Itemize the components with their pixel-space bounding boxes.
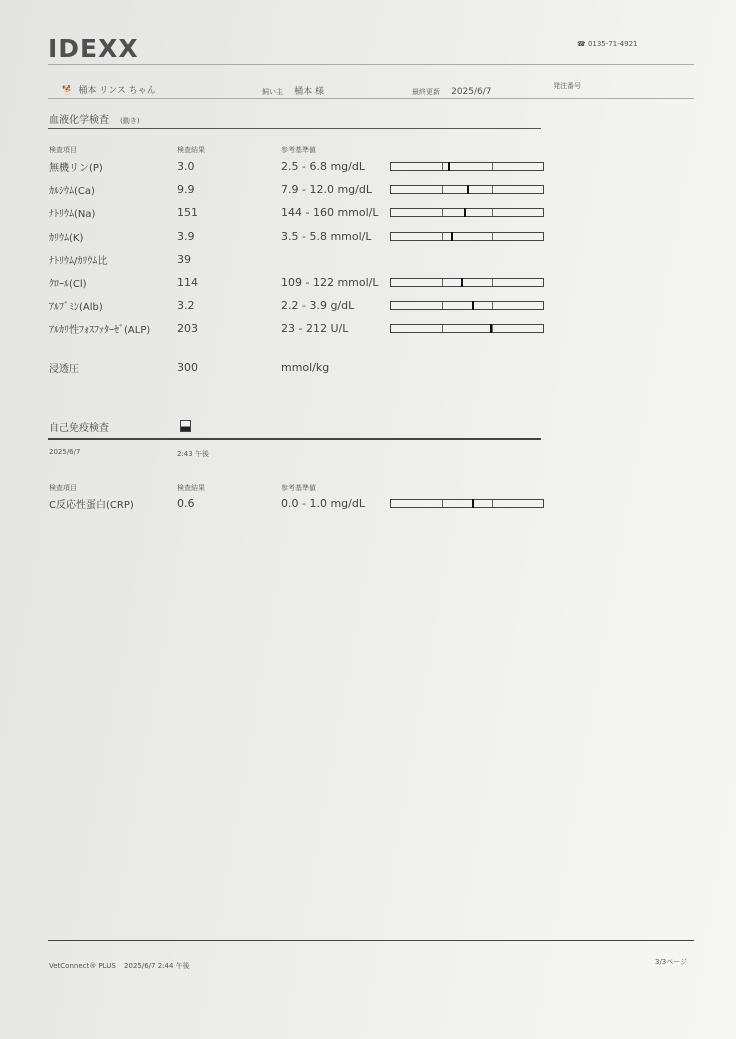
footer-product-name: VetConnect® PLUS [49, 962, 116, 970]
result-item-name: ｶﾘｳﾑ(K) [49, 233, 84, 244]
footer-divider [48, 940, 694, 941]
result-item-name: ｸﾛｰﾙ(Cl) [49, 279, 87, 290]
result-item-name: ｱﾙﾌﾞﾐﾝ(Alb) [49, 302, 103, 313]
reference-range: 23 - 212 U/L [281, 322, 349, 335]
result-item-name: C反応性蛋白(CRP) [49, 500, 134, 511]
range-bar-divider [442, 186, 443, 193]
patient-name: 桶本 リンス ちゃん [78, 86, 156, 96]
last-updated [412, 79, 492, 98]
range-bar-divider [442, 500, 443, 507]
range-bar-divider [492, 209, 493, 216]
range-bar [390, 324, 544, 333]
range-bar-divider [492, 279, 493, 286]
range-bar-divider [492, 500, 493, 507]
result-marker [472, 499, 474, 508]
range-bar-divider [492, 163, 493, 170]
reference-range: mmol/kg [281, 361, 330, 374]
range-bar-divider [492, 186, 493, 193]
result-marker [467, 185, 469, 194]
range-bar [390, 278, 544, 287]
reference-range: 2.5 - 6.8 mg/dL [281, 160, 365, 173]
footer-printed: 2025/6/7 2:44 午後 [124, 962, 190, 970]
result-marker [451, 232, 453, 241]
header-divider-bottom [48, 98, 694, 99]
range-bar-divider [442, 279, 443, 286]
result-marker [472, 301, 474, 310]
result-item-name: ｶﾙｼｳﾑ(Ca) [49, 186, 95, 197]
chemistry-badge: (動き) [120, 117, 140, 125]
immuno-divider [48, 438, 541, 440]
range-bar-divider [492, 302, 493, 309]
immuno-col-ref: 参考基準値 [281, 484, 316, 492]
result-item-name: 浸透圧 [49, 364, 79, 375]
result-value: 151 [177, 206, 198, 219]
chem-col-item: 検査項目 [49, 146, 77, 154]
result-value: 0.6 [177, 497, 195, 510]
result-marker [464, 208, 466, 217]
reference-range: 3.5 - 5.8 mmol/L [281, 230, 372, 243]
result-value: 3.0 [177, 160, 195, 173]
range-bar-divider [442, 163, 443, 170]
result-value: 300 [177, 361, 198, 374]
range-bar [390, 185, 544, 194]
idexx-logo: IDEXX [48, 34, 139, 63]
chemistry-divider [48, 128, 541, 129]
result-value: 9.9 [177, 183, 195, 196]
range-bar [390, 232, 544, 241]
print-icon[interactable] [180, 420, 191, 432]
reference-range: 144 - 160 mmol/L [281, 206, 379, 219]
result-value: 39 [177, 253, 191, 266]
result-value: 3.9 [177, 230, 195, 243]
phone-number: ☎ 0135-71-4921 [577, 40, 638, 48]
dog-icon: 🐕 [62, 86, 74, 96]
patient-info [62, 78, 156, 97]
chem-col-ref: 参考基準値 [281, 146, 316, 154]
result-value: 3.2 [177, 299, 195, 312]
range-bar [390, 301, 544, 310]
owner-label: 飼い主 [262, 88, 283, 96]
result-item-name: 無機リン(P) [49, 163, 103, 174]
range-bar-divider [442, 325, 443, 332]
footer-product [49, 961, 190, 971]
range-bar-divider [442, 233, 443, 240]
result-value: 203 [177, 322, 198, 335]
range-bar [390, 499, 544, 508]
chemistry-title: 血液化学検査 [49, 115, 109, 126]
result-item-name: ｱﾙｶﾘ性ﾌｫｽﾌｧﾀｰｾﾞ(ALP) [49, 325, 151, 336]
page-number: 3/3ページ [655, 958, 688, 966]
range-bar-divider [442, 209, 443, 216]
result-marker [490, 324, 492, 333]
header-divider-top [48, 64, 694, 65]
immuno-title: 自己免疫検査 [49, 423, 109, 434]
range-bar [390, 162, 544, 171]
result-item-name: ﾅﾄﾘｳﾑ(Na) [49, 209, 96, 220]
immuno-col-result: 検査結果 [177, 484, 205, 492]
owner-info [262, 79, 324, 98]
last-updated-label: 最終更新 [412, 88, 440, 96]
reference-range: 109 - 122 mmol/L [281, 276, 379, 289]
result-value: 114 [177, 276, 198, 289]
chem-col-result: 検査結果 [177, 146, 205, 154]
range-bar-divider [492, 233, 493, 240]
reference-range: 2.2 - 3.9 g/dL [281, 299, 355, 312]
immuno-time: 2:43 午後 [177, 450, 209, 458]
last-updated-date: 2025/6/7 [451, 87, 492, 97]
reference-range: 7.9 - 12.0 mg/dL [281, 183, 372, 196]
result-item-name: ﾅﾄﾘｳﾑ/ｶﾘｳﾑ比 [49, 256, 108, 267]
range-bar-divider [442, 302, 443, 309]
result-marker [448, 162, 450, 171]
range-bar-divider [492, 325, 493, 332]
owner-name: 桶本 様 [294, 87, 324, 97]
reference-range: 0.0 - 1.0 mg/dL [281, 497, 365, 510]
immuno-date: 2025/6/7 [49, 448, 81, 456]
immuno-col-item: 検査項目 [49, 484, 77, 492]
range-bar [390, 208, 544, 217]
chemistry-header [49, 108, 140, 127]
result-marker [461, 278, 463, 287]
order-number-label: 発注番号 [553, 82, 581, 90]
